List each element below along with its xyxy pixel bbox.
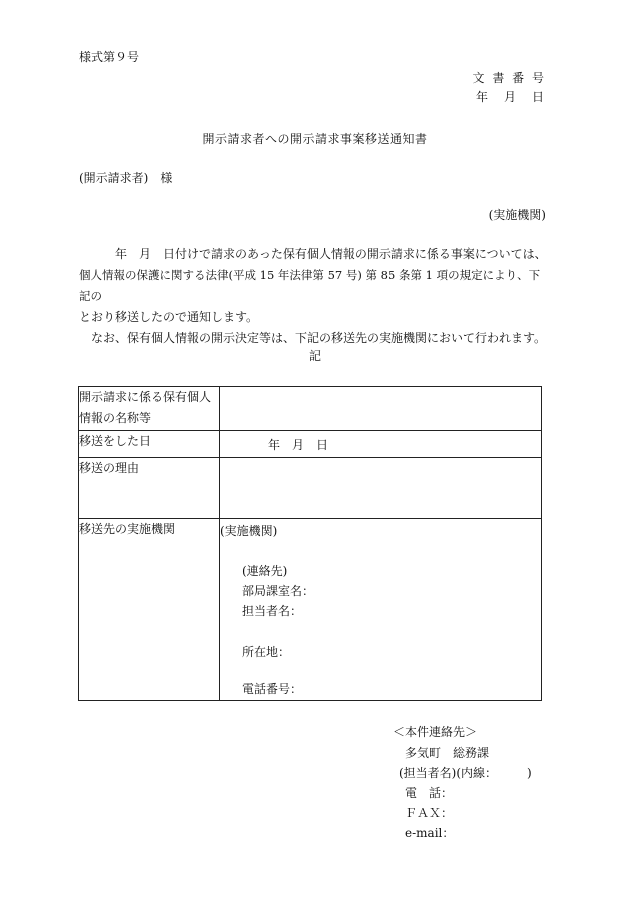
sender-agency: (実施機関)	[488, 208, 546, 222]
addressee: (開示請求者) 様	[79, 171, 173, 185]
contact-box-heading: ＜本件連絡先＞	[393, 725, 478, 739]
document-number-label: 文 書 番 号	[472, 71, 546, 85]
destination-agency-value	[220, 519, 542, 701]
form-number: 様式第９号	[79, 50, 140, 64]
table-row	[79, 519, 542, 701]
department-field: 部局課室名：	[242, 584, 315, 598]
table-row	[79, 458, 542, 519]
contact-box-email: e-mail：	[405, 826, 455, 840]
body-line-1: 年 月 日付けで請求のあった保有個人情報の開示請求に係る事案については、	[79, 247, 547, 261]
table-row	[79, 387, 542, 431]
transfer-reason-label: 移送の理由	[79, 458, 220, 519]
date-label: 年 月 日	[475, 90, 546, 104]
document-title: 開示請求者への開示請求事案移送通知書	[202, 132, 428, 146]
transfer-reason-value	[220, 458, 542, 519]
record-name-label	[79, 387, 220, 431]
contact-box-fax: ＦＡＸ：	[405, 806, 454, 820]
ki-heading: 記	[308, 349, 321, 363]
record-name-label-line1: 開示請求に係る保有個人	[79, 390, 212, 404]
person-field: 担当者名：	[242, 604, 303, 618]
phone-field: 電話番号：	[242, 682, 303, 696]
table-row	[79, 431, 542, 458]
transfer-details-table	[78, 386, 542, 701]
address-field: 所在地：	[242, 645, 291, 659]
transfer-date-label: 移送をした日	[79, 431, 220, 458]
transfer-date-text: 年 月 日	[268, 438, 329, 452]
body-line-4: なお、保有個人情報の開示決定等は、下記の移送先の実施機関において行われます。	[79, 331, 547, 345]
body-line-2: 個人情報の保護に関する法律(平成 15 年法律第 57 号) 第 85 条第 1 項の規定により、下記の	[79, 268, 541, 303]
record-name-value	[220, 387, 542, 431]
record-name-label-line2: 情報の名称等	[79, 411, 152, 425]
body-line-3: とおり移送したので通知します。	[79, 310, 259, 324]
contact-heading: (連絡先)	[242, 564, 288, 578]
transfer-date-value	[220, 431, 542, 458]
destination-agency: (実施機関)	[220, 524, 278, 538]
body-text	[79, 244, 549, 349]
contact-box-person: (担当者名)(内線： )	[399, 766, 532, 780]
contact-box-office: 多気町 総務課	[405, 746, 490, 760]
destination-agency-label: 移送先の実施機関	[79, 519, 220, 701]
contact-box-tel: 電 話：	[405, 786, 454, 800]
